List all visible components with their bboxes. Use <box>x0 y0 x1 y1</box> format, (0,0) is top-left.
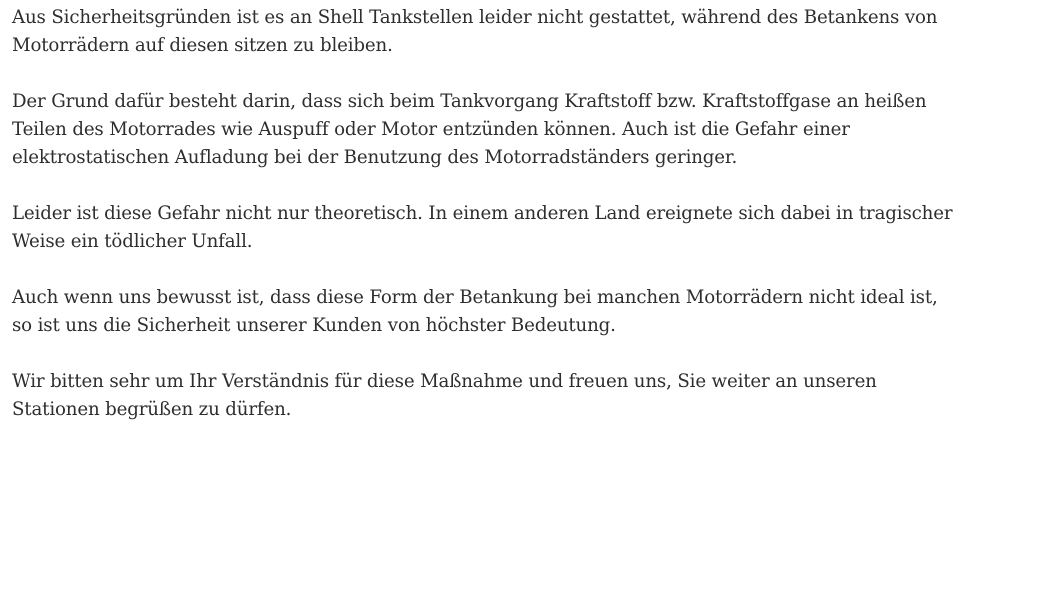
paragraph-closing <box>12 368 1038 424</box>
text-line: Leider ist diese Gefahr nicht nur theoretisch. In einem anderen Land ereignete sich dabei in tragischer <box>12 203 953 224</box>
letter-body <box>12 4 1038 452</box>
paragraph-customer-safety <box>12 284 1038 340</box>
text-line: Auch wenn uns bewusst ist, dass diese Form der Betankung bei manchen Motorrädern nicht ideal ist, <box>12 287 938 308</box>
paragraph-accident <box>12 200 1038 256</box>
paragraph-safety-rule <box>12 4 1038 60</box>
text-line: Stationen begrüßen zu dürfen. <box>12 399 292 420</box>
paragraph-reason <box>12 88 1038 172</box>
text-line: Weise ein tödlicher Unfall. <box>12 231 253 252</box>
text-line: Wir bitten sehr um Ihr Verständnis für diese Maßnahme und freuen uns, Sie weiter an unseren <box>12 371 877 392</box>
text-line: Der Grund dafür besteht darin, dass sich beim Tankvorgang Kraftstoff bzw. Kraftstoffgase an heißen <box>12 91 927 112</box>
text-line: Aus Sicherheitsgründen ist es an Shell Tankstellen leider nicht gestattet, während des Betankens von <box>12 7 938 28</box>
text-line: elektrostatischen Aufladung bei der Benutzung des Motorradständers geringer. <box>12 147 738 168</box>
text-line: so ist uns die Sicherheit unserer Kunden von höchster Bedeutung. <box>12 315 616 336</box>
text-line: Motorrädern auf diesen sitzen zu bleiben. <box>12 35 393 56</box>
text-line: Teilen des Motorrades wie Auspuff oder Motor entzünden können. Auch ist die Gefahr einer <box>12 119 850 140</box>
